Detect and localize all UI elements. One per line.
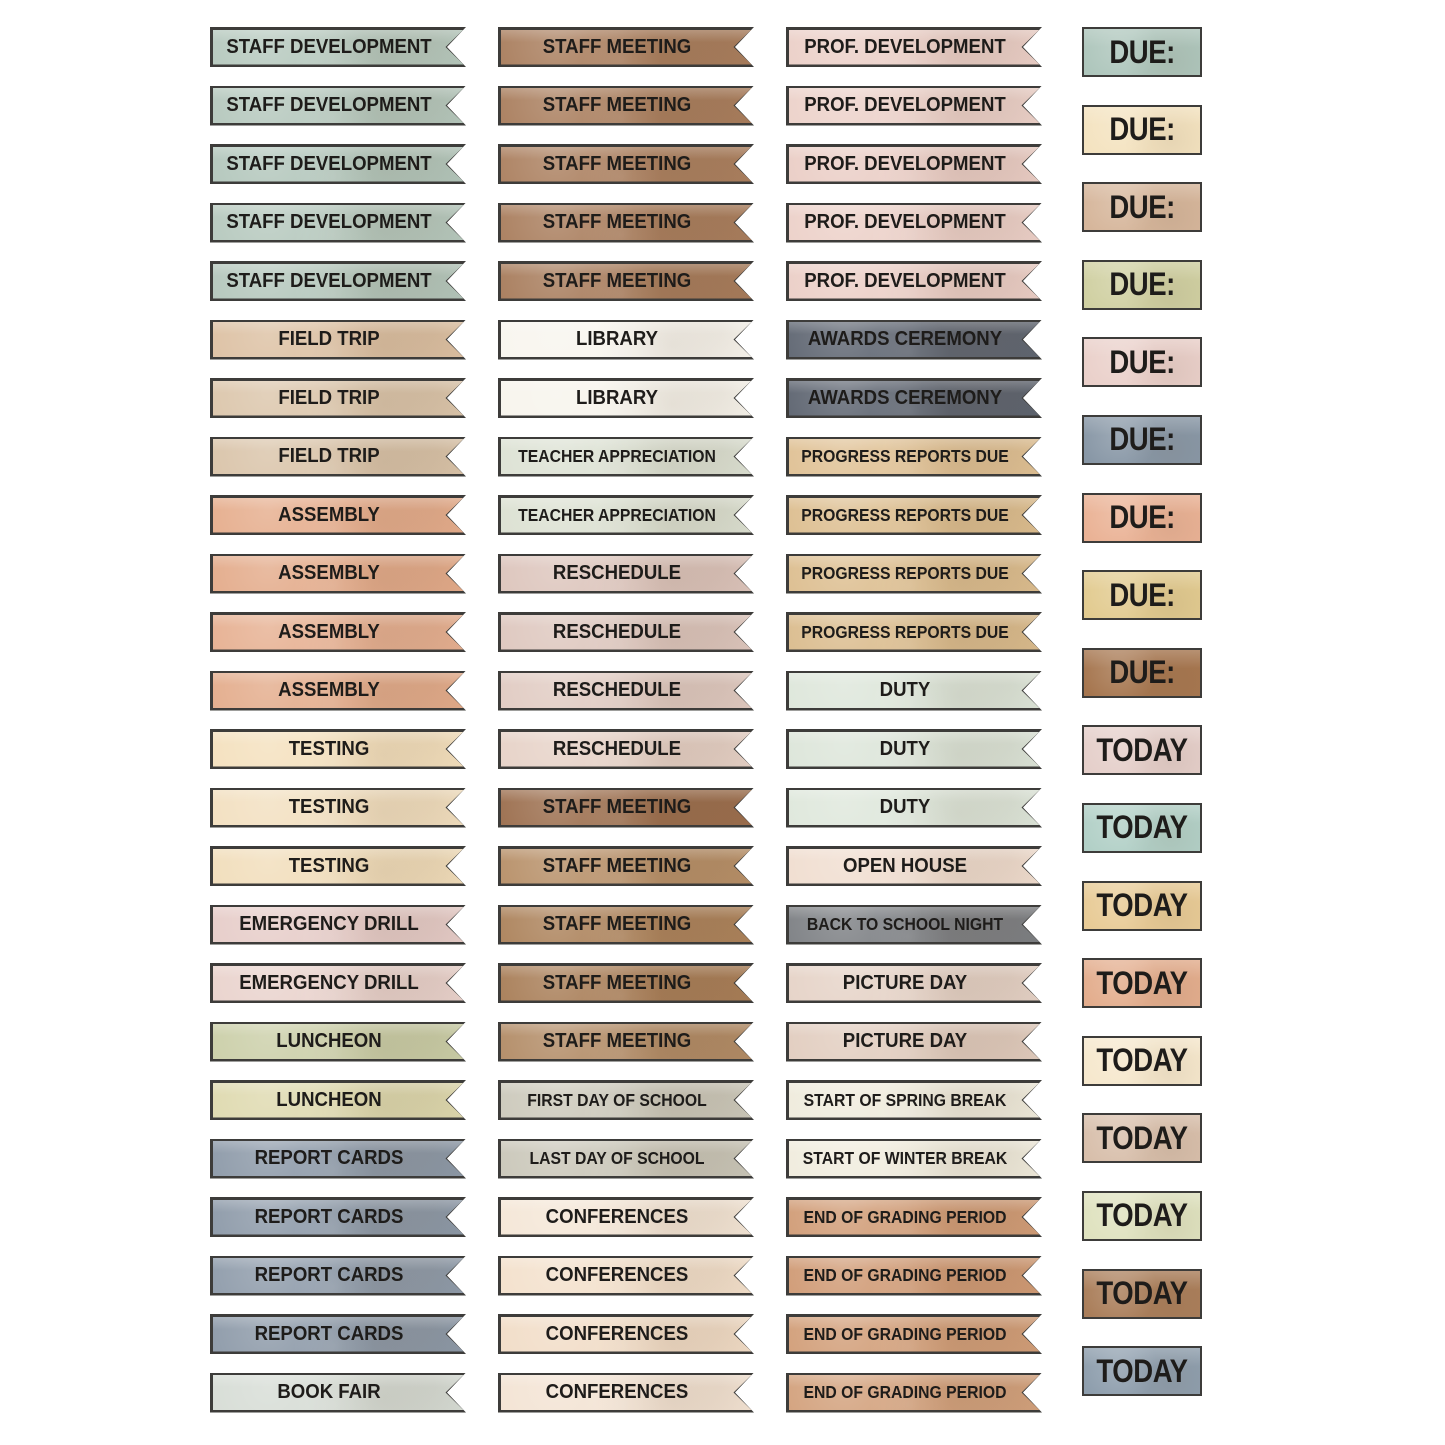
- badge-sticker: [1082, 1036, 1202, 1086]
- flag-sticker: [786, 729, 1042, 769]
- flag-label: STAFF MEETING: [542, 796, 692, 818]
- flag-sticker: [498, 378, 754, 418]
- flag-label: CONFERENCES: [545, 1381, 689, 1403]
- flag-label: TESTING: [288, 854, 370, 877]
- flag-label: STAFF MEETING: [542, 971, 692, 994]
- flag-label: DUTY: [879, 737, 931, 760]
- flag-label: FIELD TRIP: [278, 386, 380, 409]
- badge-label: TODAY: [1096, 964, 1188, 1001]
- flag-column-1: [210, 27, 466, 1413]
- badge-label: TODAY: [1096, 1275, 1188, 1311]
- flag-label: END OF GRADING PERIOD: [803, 1382, 1007, 1402]
- flag-label: BACK TO SCHOOL NIGHT: [806, 914, 1004, 934]
- flag-label: LIBRARY: [576, 328, 658, 350]
- flag-label: STAFF MEETING: [542, 35, 692, 58]
- flag-sticker: [210, 144, 466, 184]
- flag-sticker: [786, 1373, 1042, 1413]
- badge-sticker: [1082, 958, 1202, 1008]
- flag-label: CONFERENCES: [545, 1264, 689, 1286]
- flag-sticker: [210, 1080, 466, 1120]
- flag-label: PROGRESS REPORTS DUE: [801, 446, 1009, 466]
- flag-sticker: [498, 963, 754, 1003]
- flag-label: STAFF MEETING: [542, 1030, 692, 1052]
- flag-sticker: [210, 554, 466, 594]
- badge-sticker: [1082, 415, 1202, 465]
- flag-sticker: [498, 905, 754, 945]
- flag-sticker: [498, 612, 754, 652]
- flag-label: RESCHEDULE: [552, 737, 682, 760]
- badge-label: DUE:: [1109, 188, 1175, 225]
- flag-sticker: [498, 846, 754, 886]
- flag-label: RESCHEDULE: [552, 620, 682, 643]
- badge-label: TODAY: [1096, 1119, 1188, 1156]
- badge-sticker: [1082, 570, 1202, 620]
- flag-sticker: [210, 963, 466, 1003]
- flag-label: ASSEMBLY: [278, 503, 380, 526]
- badge-sticker: [1082, 182, 1202, 232]
- flag-label: FIELD TRIP: [278, 445, 380, 467]
- badge-label: TODAY: [1096, 1042, 1188, 1079]
- flag-sticker: [498, 554, 754, 594]
- flag-sticker: [498, 203, 754, 243]
- flag-sticker: [786, 1197, 1042, 1237]
- flag-sticker: [498, 320, 754, 360]
- flag-sticker: [498, 1022, 754, 1062]
- flag-sticker: [210, 261, 466, 301]
- flag-label: END OF GRADING PERIOD: [803, 1265, 1007, 1285]
- badge-sticker: [1082, 1113, 1202, 1163]
- flag-label: STAFF DEVELOPMENT: [226, 152, 432, 175]
- flag-sticker: [786, 1139, 1042, 1179]
- badge-label: DUE:: [1109, 576, 1175, 613]
- flag-label: TESTING: [288, 796, 370, 818]
- flag-sticker: [210, 437, 466, 477]
- flag-column-2: [498, 27, 754, 1413]
- badge-sticker: [1082, 1269, 1202, 1319]
- flag-sticker: [786, 963, 1042, 1003]
- flag-sticker: [210, 1256, 466, 1296]
- flag-label: RESCHEDULE: [552, 562, 682, 584]
- badge-sticker: [1082, 260, 1202, 310]
- flag-label: END OF GRADING PERIOD: [803, 1206, 1007, 1227]
- flag-sticker: [498, 144, 754, 184]
- flag-label: LUNCHEON: [276, 1088, 382, 1111]
- flag-sticker: [498, 1197, 754, 1237]
- flag-sticker: [786, 437, 1042, 477]
- flag-sticker: [786, 495, 1042, 535]
- flag-sticker: [786, 144, 1042, 184]
- flag-label: REPORT CARDS: [254, 1147, 404, 1169]
- flag-label: REPORT CARDS: [254, 1205, 404, 1228]
- flag-label: PROF. DEVELOPMENT: [804, 94, 1006, 116]
- badge-sticker: [1082, 725, 1202, 775]
- badge-label: DUE:: [1109, 654, 1175, 691]
- flag-label: STAFF MEETING: [542, 913, 692, 935]
- flag-label: STAFF DEVELOPMENT: [226, 35, 432, 58]
- flag-label: STAFF MEETING: [542, 854, 692, 877]
- flag-label: START OF WINTER BREAK: [802, 1148, 1008, 1168]
- flag-sticker: [210, 905, 466, 945]
- flag-label: EMERGENCY DRILL: [239, 913, 419, 935]
- flag-sticker: [210, 612, 466, 652]
- badge-sticker: [1082, 105, 1202, 155]
- flag-label: TESTING: [288, 737, 370, 760]
- flag-label: PROF. DEVELOPMENT: [804, 269, 1006, 292]
- badge-sticker: [1082, 881, 1202, 931]
- flag-label: AWARDS CEREMONY: [807, 386, 1003, 409]
- flag-label: DUTY: [879, 679, 931, 701]
- flag-label: START OF SPRING BREAK: [803, 1089, 1007, 1110]
- flag-sticker: [498, 261, 754, 301]
- flag-sticker: [210, 27, 466, 67]
- flag-label: EMERGENCY DRILL: [239, 971, 419, 994]
- flag-sticker: [786, 846, 1042, 886]
- flag-sticker: [210, 320, 466, 360]
- flag-label: BOOK FAIR: [277, 1381, 381, 1403]
- flag-sticker: [498, 86, 754, 126]
- flag-label: LUNCHEON: [276, 1030, 382, 1052]
- flag-label: PROF. DEVELOPMENT: [804, 211, 1006, 233]
- flag-sticker: [786, 554, 1042, 594]
- flag-label: LIBRARY: [576, 386, 658, 409]
- flag-label: PROGRESS REPORTS DUE: [801, 563, 1009, 583]
- flag-sticker: [786, 905, 1042, 945]
- flag-sticker: [786, 320, 1042, 360]
- flag-label: LAST DAY OF SCHOOL: [529, 1148, 705, 1168]
- flag-sticker: [210, 1197, 466, 1237]
- flag-sticker: [498, 1080, 754, 1120]
- flag-sticker: [498, 1373, 754, 1413]
- flag-label: FIELD TRIP: [278, 328, 380, 350]
- flag-label: PROGRESS REPORTS DUE: [801, 504, 1009, 525]
- flag-label: REPORT CARDS: [254, 1322, 404, 1345]
- flag-sticker: [498, 495, 754, 535]
- badge-label: TODAY: [1096, 1197, 1188, 1234]
- badge-sticker: [1082, 493, 1202, 543]
- flag-sticker: [210, 1373, 466, 1413]
- flag-label: DUTY: [879, 796, 931, 818]
- badge-column: [1082, 27, 1202, 1396]
- flag-sticker: [210, 495, 466, 535]
- flag-sticker: [498, 788, 754, 828]
- flag-label: CONFERENCES: [545, 1322, 689, 1345]
- flag-sticker: [786, 1314, 1042, 1354]
- badge-label: DUE:: [1109, 421, 1175, 458]
- flag-sticker: [786, 671, 1042, 711]
- flag-label: TEACHER APPRECIATION: [518, 504, 716, 525]
- badge-sticker: [1082, 1346, 1202, 1396]
- flag-label: CONFERENCES: [545, 1205, 689, 1228]
- flag-label: RESCHEDULE: [552, 679, 682, 701]
- flag-sticker: [498, 729, 754, 769]
- flag-sticker: [210, 86, 466, 126]
- badge-label: TODAY: [1096, 809, 1188, 846]
- flag-sticker: [210, 729, 466, 769]
- flag-sticker: [210, 671, 466, 711]
- flag-sticker: [210, 378, 466, 418]
- flag-label: STAFF DEVELOPMENT: [226, 94, 432, 116]
- flag-label: STAFF MEETING: [542, 152, 692, 175]
- flag-sticker: [786, 1022, 1042, 1062]
- badge-label: DUE:: [1109, 33, 1175, 70]
- flag-label: STAFF DEVELOPMENT: [226, 269, 432, 292]
- flag-label: PROGRESS REPORTS DUE: [801, 621, 1009, 642]
- badge-sticker: [1082, 337, 1202, 387]
- flag-label: PROF. DEVELOPMENT: [804, 35, 1006, 58]
- flag-sticker: [498, 1314, 754, 1354]
- flag-label: ASSEMBLY: [278, 679, 380, 701]
- flag-sticker: [498, 1256, 754, 1296]
- flag-sticker: [210, 1139, 466, 1179]
- flag-label: PICTURE DAY: [842, 971, 968, 994]
- flag-label: REPORT CARDS: [254, 1264, 404, 1286]
- flag-sticker: [786, 378, 1042, 418]
- flag-sticker: [210, 846, 466, 886]
- badge-sticker: [1082, 1191, 1202, 1241]
- flag-label: STAFF DEVELOPMENT: [226, 211, 432, 233]
- flag-label: STAFF MEETING: [542, 94, 692, 116]
- flag-sticker: [786, 1080, 1042, 1120]
- flag-sticker: [498, 437, 754, 477]
- flag-sticker: [786, 261, 1042, 301]
- flag-sticker: [786, 1256, 1042, 1296]
- badge-label: DUE:: [1109, 266, 1175, 303]
- flag-label: STAFF MEETING: [542, 211, 692, 233]
- flag-sticker: [786, 27, 1042, 67]
- badge-sticker: [1082, 648, 1202, 698]
- flag-label: PROF. DEVELOPMENT: [804, 152, 1006, 175]
- flag-sticker: [210, 1022, 466, 1062]
- flag-sticker: [210, 1314, 466, 1354]
- flag-sticker: [786, 86, 1042, 126]
- flag-sticker: [210, 203, 466, 243]
- badge-label: DUE:: [1109, 111, 1175, 148]
- flag-label: ASSEMBLY: [278, 562, 380, 584]
- badge-label: DUE:: [1109, 499, 1175, 536]
- flag-sticker: [498, 27, 754, 67]
- badge-label: TODAY: [1096, 1352, 1188, 1389]
- badge-label: TODAY: [1096, 887, 1188, 924]
- flag-label: END OF GRADING PERIOD: [803, 1323, 1007, 1344]
- flag-label: AWARDS CEREMONY: [807, 328, 1003, 350]
- flag-sticker: [786, 203, 1042, 243]
- flag-label: STAFF MEETING: [542, 269, 692, 292]
- flag-column-3: [786, 27, 1042, 1413]
- flag-label: TEACHER APPRECIATION: [518, 446, 716, 466]
- badge-label: DUE:: [1109, 343, 1175, 380]
- flag-label: ASSEMBLY: [278, 620, 380, 643]
- badge-label: TODAY: [1096, 731, 1188, 768]
- flag-label: PICTURE DAY: [842, 1030, 968, 1052]
- flag-sticker: [786, 788, 1042, 828]
- badge-sticker: [1082, 27, 1202, 77]
- flag-sticker: [498, 1139, 754, 1179]
- badge-sticker: [1082, 803, 1202, 853]
- flag-sticker: [498, 671, 754, 711]
- flag-label: OPEN HOUSE: [842, 854, 968, 877]
- flag-label: FIRST DAY OF SCHOOL: [527, 1089, 707, 1110]
- flag-sticker: [786, 612, 1042, 652]
- flag-sticker: [210, 788, 466, 828]
